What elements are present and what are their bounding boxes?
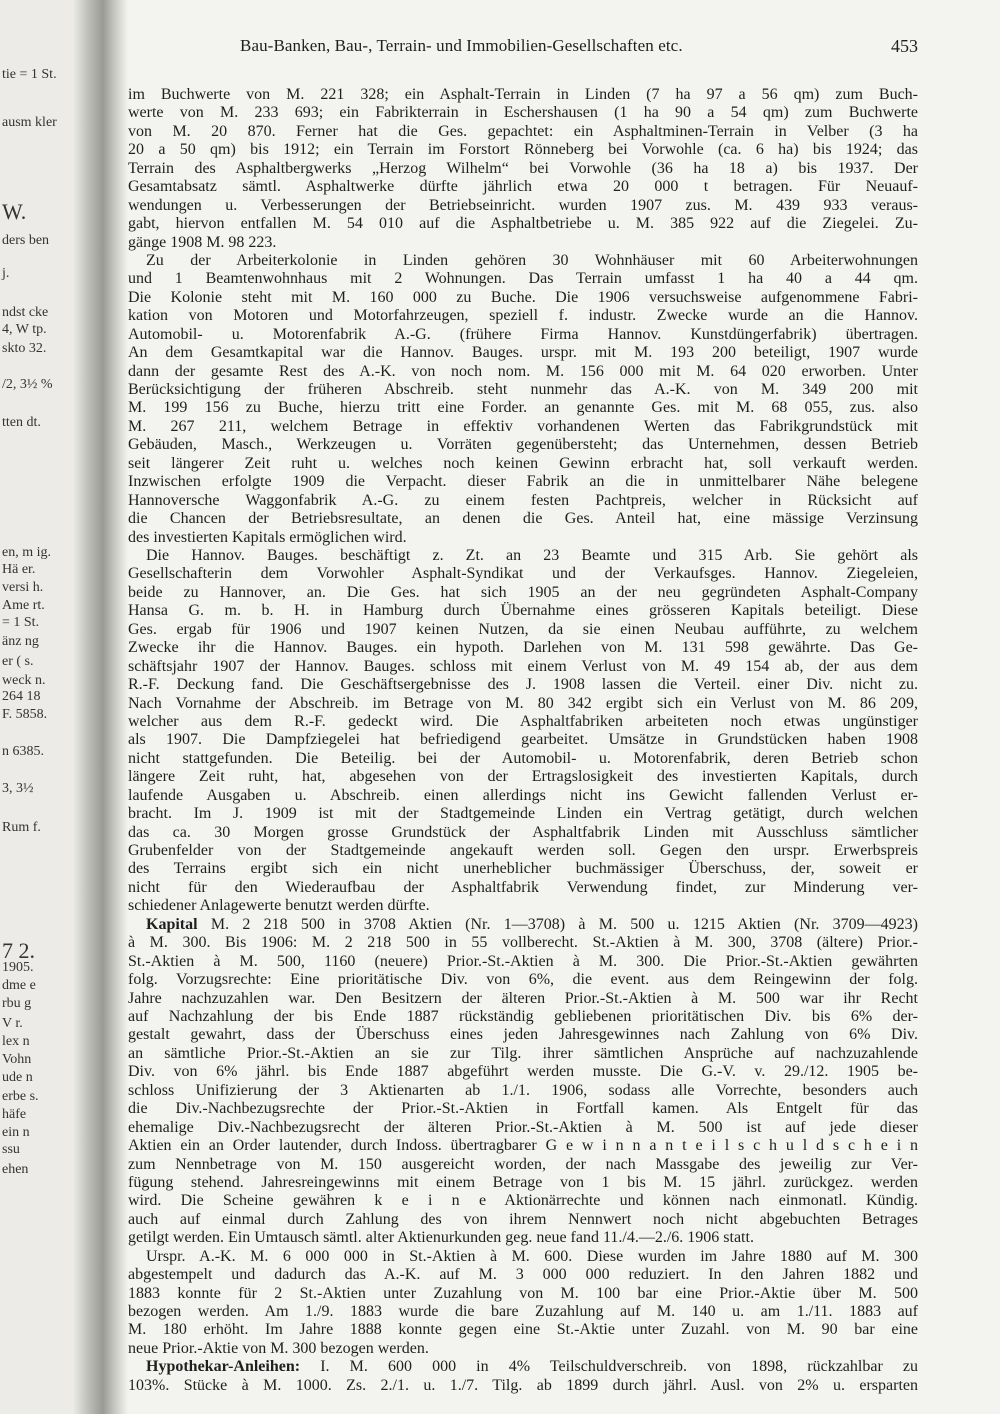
text-line [128, 1211, 918, 1229]
fragment-text: 7 2. [2, 938, 35, 963]
line-text: werte von M. 233 693; ein Fabrikterrain in Eschershausen (1 ha 90 a 54 qm) zum Buchwerte [128, 104, 918, 122]
text-line [128, 1192, 918, 1210]
fragment-text: n 6385. [2, 744, 44, 759]
line-text: R.-F. Deckung fand. Die Geschäftsergebnisse des J. 1908 lassen die Verteil. einer Div. nicht zu. [128, 676, 918, 694]
line-text: dann der gesamte Rest des A.-K. von noch nom. M. 156 000 mit M. 64 020 erworben. Unter [128, 362, 918, 380]
line-text: An dem Gesamtkapital war die Hannov. Bauges. urspr. mit M. 193 200 beteiligt, 1907 wurde [128, 344, 918, 362]
line-text: und 1 Beamtenwohnhaus mit 2 Wohnungen. Das Terrain umfasst 1 ha 40 a 44 qm. [128, 270, 918, 288]
text-line [128, 510, 918, 528]
text-line [128, 879, 918, 897]
fragment-text: Rum f. [2, 820, 41, 835]
text-line [128, 621, 918, 639]
text-line [128, 178, 918, 196]
fragment-text: ehen [2, 1162, 29, 1177]
page-number: 453 [891, 36, 918, 56]
text-line [128, 344, 918, 362]
line-text: als 1907. Die Dampfziegelei hat befriedigend gearbeitet. Umsätze in Grundstücken haben 1908 [128, 731, 918, 749]
line-text: auf Nachzahlung der bis Ende 1887 rückständig gebliebenen prioritätischen Div. bis 6% der- [128, 1008, 918, 1025]
line-text: längere Zeit ruht, hat, abgesehen von der Ertragslosigkeit des investierten Kapitals, durch [128, 768, 918, 786]
line-text: Gesellschafterin dem Vorwohler Asphalt-Syndikat und der Verkaufsges. Hannov. Ziegeleien, [128, 565, 918, 583]
fragment-text: ausm kler [2, 115, 57, 130]
line-text: I. M. 600 000 in 4% Teilschuldverschreib. von 1898, rückzahlbar zu [300, 1358, 918, 1376]
fragment-text: erbe s. [2, 1089, 39, 1104]
line-text: laufende Ausgaben u. Abschreib. einen allerdings nicht ins Gewicht fallenden Verlust er- [128, 786, 918, 804]
text-line [128, 381, 918, 399]
text-line [128, 418, 918, 436]
text-line [128, 473, 918, 491]
line-text: Nach Vornahme der Abschreib. im Betrage von M. 80 342 ergibt sich ein Verlust von M. 86 209, [128, 694, 918, 712]
line-text: schiedener Anlagewerte benutzt werden dürfte. [128, 897, 430, 915]
fragment-text: rbu g [2, 996, 32, 1011]
line-text: Gebäuden, Masch., Werkzeugen u. Vorräten gegenübersteht; das Unternehmen, dessen Betrieb [128, 436, 918, 454]
text-line [128, 492, 918, 510]
line-text: M. 267 211, welchem Betrage in effektiv vorhandenen Werten das Fabrikgrundstück mit [128, 417, 918, 435]
text-line [128, 1045, 918, 1063]
line-text: Zu der Arbeiterkolonie in Linden gehören 30 Wohnhäuser mit 60 Arbeiterwohnungen [146, 251, 918, 269]
text-line [128, 897, 918, 915]
text-line [128, 160, 918, 178]
text-line [128, 1321, 918, 1339]
text-line [128, 455, 918, 473]
line-text: Urspr. A.-K. M. 6 000 000 in St.-Aktien à M. 600. Diese wurden im Jahre 1880 auf M. 300 [146, 1247, 918, 1265]
text-line [128, 805, 918, 823]
text-line [128, 824, 918, 842]
text-line [128, 326, 918, 344]
line-text: bracht. Im J. 1909 ist mit der Stadtgemeinde Linden ein Vertrag getätigt, durch welchen [128, 805, 918, 823]
text-line [128, 713, 918, 731]
text-line [128, 953, 918, 971]
line-text: Ges. ergab für 1906 und 1907 keinen Nutzen, da sie einen Neubau aufführte, zu welchem [128, 620, 918, 638]
running-header [128, 36, 918, 60]
text-line [146, 916, 918, 934]
line-text: Inzwischen erfolgte 1909 die Verpacht. dieser Fabrik an die in unmittelbarer Nähe belegene [128, 473, 918, 491]
line-text: Aktien ein an Order lautender, durch Indoss. übertragbarer G e w i n n a n t e i l s c h u l d s c h e i n [128, 1137, 918, 1155]
fragment-text: en, m ig. [2, 545, 51, 560]
text-line [128, 1285, 918, 1303]
text-line [146, 252, 918, 270]
text-line [146, 547, 918, 565]
line-text: kation von Motoren und Motorfahrzeugen, speziell f. industr. Zwecke wurde an die Hannov. [128, 307, 918, 325]
fragment-text: dme e [2, 978, 36, 993]
line-text: des Terrains ergibt sich ein nicht unerheblicher buchmässiger Überschuss, der, soweit er [128, 860, 918, 878]
line-text: Hansa G. m. b. H. in Hamburg durch Übernahme eines grösseren Kapitals beteiligt. Diese [128, 602, 918, 620]
text-line [128, 215, 918, 233]
line-text: Jahre nachzuzahlen war. Den Besitzern der älteren Prior.-St.-Aktien à M. 500 war ihr Recht [128, 989, 918, 1007]
fragment-text: tten dt. [2, 415, 41, 430]
line-text: Grubenfelder von der Stadtgemeinde angekauft werden soll. Gegen den urspr. Erwerbspreis [128, 842, 918, 860]
line-text: wendungen u. Verbesserungen der Betriebseinricht. wurden 1907 zus. M. 439 933 veraus- [128, 196, 918, 214]
fragment-text: häfe [2, 1107, 27, 1122]
line-text: Berücksichtigung der früheren Abschreib. steht nunmehr das A.-K. von M. 349 200 mit [128, 381, 918, 399]
fragment-text: ein n [2, 1125, 30, 1140]
text-line [128, 1063, 918, 1081]
line-text: ehemalige Div.-Nachbezugsrecht der älteren Prior.-St.-Aktien à M. 500 ist auf jede dieser [128, 1118, 918, 1136]
text-line [128, 860, 918, 878]
line-text: die Div.-Nachbezugsrechte der Prior.-St.-Aktien in Fortfall kamen. Als Entgelt für das [128, 1100, 918, 1118]
running-title: Bau-Banken, Bau-, Terrain- und Immobilien-Gesellschaften etc. [240, 36, 683, 55]
line-text: von M. 20 870. Ferner hat die Ges. gepachtet: ein Asphaltminen-Terrain in Velber (3 ha [128, 122, 918, 140]
text-line [128, 1008, 918, 1026]
text-line [128, 123, 918, 141]
line-text: abgestempelt und dadurch das A.-K. auf M. 3 000 000 reduziert. In den Jahren 1882 und [128, 1266, 918, 1284]
line-text: nicht für den Wiederaufbau der Asphaltfabrik Verwendung findet, zur Minderung ver- [128, 878, 918, 896]
text-line [128, 750, 918, 768]
line-text: Zwecke ihr die Hannov. Bauges. ein hypoth. Darlehen von M. 131 598 gewährte. Das Ge- [128, 639, 918, 657]
line-text: Gesamtabsatz sämtl. Asphaltwerke dürfte jährlich etwa 20 000 t betragen. Für Neuauf- [128, 178, 918, 196]
line-text: 1883 konnte für 2 St.-Aktien unter Zuzahlung von M. 100 bar eine Prior.-Aktie über M. 500 [128, 1284, 918, 1302]
fragment-text: Hä er. [2, 562, 36, 577]
fragment-text: weck n. [2, 673, 46, 688]
fragment-text: F. 5858. [2, 707, 48, 722]
text-line [128, 1100, 918, 1118]
text-line [128, 602, 918, 620]
fragment-text: tie = 1 St. [2, 67, 57, 82]
fragment-text: Vohn [2, 1052, 32, 1067]
text-line [128, 197, 918, 215]
line-text: gabt, hiervon entfallen M. 54 010 auf die Asphaltbetriebe u. M. 385 922 auf die Ziegelei. Zu- [128, 215, 918, 233]
fragment-text: ders ben [2, 233, 50, 248]
line-text: M. 180 erhöht. Im Jahre 1888 konnte gegen eine St.-Aktie unter Zuzahl. von M. 90 bar eine [128, 1321, 918, 1339]
line-text: zum Nennbetrage von M. 150 ausgereicht worden, der nach Massgabe des jeweilig zur Ver- [128, 1155, 918, 1173]
line-text: gestalt gewahrt, dass der Überschuss eines jeden Jahresgewinnes nach Zahlung von 6% Div. [128, 1026, 918, 1044]
text-line [128, 676, 918, 694]
text-line [128, 1082, 918, 1100]
fragment-text: V r. [2, 1016, 23, 1031]
line-text: das ca. 30 Morgen grosse Grundstück der Asphaltfabrik Linden mit Ausschluss sämtlicher [128, 823, 918, 841]
line-text: fügung stehend. Jahresreingewinns mit einem Betrage von 1 bis M. 15 jährl. zurückgez. werden [128, 1173, 918, 1191]
text-line [128, 104, 918, 122]
fragment-text: änz ng [2, 634, 39, 649]
fragment-text: 1905. [2, 960, 34, 975]
line-text: Hannoversche Waggonfabrik A.-G. zu einem festen Pachtpreis, welcher in Rücksicht auf [128, 491, 918, 509]
line-text: nicht stattgefunden. Die Beteilig. bei der Automobil- u. Motorenfabrik, deren Betrieb schon [128, 749, 918, 767]
line-text: an sämtliche Prior.-St.-Aktien an sie zur Tilg. ihrer sämtlichen Ansprüche auf nachzuzahlende [128, 1044, 918, 1062]
fragment-text: ude n [2, 1070, 33, 1085]
line-text: schäftsjahr 1907 der Hannov. Bauges. schloss mit einem Verlust von M. 49 154 ab, der aus dem [128, 657, 918, 675]
line-text: die Chancen der Betriebsresultate, an denen die Ges. Anteil hat, eine mässige Verzinsung [128, 510, 918, 528]
text-line [128, 565, 918, 583]
text-line [128, 768, 918, 786]
text-line [128, 363, 918, 381]
text-line [128, 270, 918, 288]
text-line [128, 1377, 918, 1395]
text-line [128, 584, 918, 602]
line-text: 103%. Stücke à M. 1000. Zs. 2./1. u. 1./7. Tilg. ab 1899 durch jährl. Ausl. von 2% u. ersparten [128, 1376, 918, 1394]
fragment-text: ndst cke [2, 305, 49, 320]
text-line [128, 307, 918, 325]
line-text: St.-Aktien à M. 500, 1160 (neuere) Prior.-St.-Aktien à M. 300. Die Prior.-St.-Aktien gewährten [128, 952, 918, 970]
text-line [128, 1340, 918, 1358]
fragment-text: ssu [2, 1142, 20, 1157]
text-line [128, 1156, 918, 1174]
text-line [128, 1026, 918, 1044]
text-line [128, 399, 918, 417]
fragment-text: versi h. [2, 580, 44, 595]
fragment-text: W. [2, 199, 27, 224]
text-line [128, 842, 918, 860]
fragment-text: 3, 3½ [2, 781, 34, 796]
line-text: bezogen werden. Am 1./9. 1883 wurde die bare Zuzahlung auf M. 140 u. am 1./11. 1883 auf [128, 1303, 918, 1321]
line-text: Div. von 6% jährl. bis Ende 1887 abgeführt werden musste. Die G.-V. v. 29./12. 1905 be- [128, 1063, 918, 1081]
fragment-text: er ( s. [2, 654, 34, 669]
line-text: M. 2 218 500 in 3708 Aktien (Nr. 1—3708) à M. 500 u. 1215 Aktien (Nr. 3709—4923) [197, 915, 918, 933]
fragment-text: 264 18 [2, 689, 41, 704]
text-line [128, 695, 918, 713]
line-text: Die Hannov. Bauges. beschäftigt z. Zt. an 23 Beamte und 315 Arb. Sie gehört als [146, 547, 918, 564]
text-line [128, 289, 918, 307]
line-text: des investierten Kapitals ermöglichen wird. [128, 528, 407, 546]
text-line [128, 658, 918, 676]
line-text: gänge 1908 M. 98 223. [128, 233, 277, 251]
text-line [128, 1119, 918, 1137]
line-text: schloss Unifizierung der 3 Aktienarten ab 1./1. 1906, sodass alle Vorrechte, besonders auch [128, 1081, 918, 1099]
text-line [146, 1358, 918, 1376]
text-line [128, 934, 918, 952]
line-text: beide zu Hannover, an. Die Ges. hat sich 1905 an der neu gegründeten Asphalt-Company [128, 583, 918, 601]
text-line [128, 731, 918, 749]
line-text: Terrain des Asphaltbergwerks „Herzog Wilhelm“ bei Vorwohle (36 ha 18 a) bis 1937. Der [128, 159, 918, 177]
text-line [128, 639, 918, 657]
line-text: M. 199 156 zu Buche, hierzu tritt eine Forder. an genannte Ges. mit M. 68 055, zus. also [128, 399, 918, 417]
text-line [128, 529, 918, 547]
paragraph-lead: Kapital [146, 915, 198, 933]
text-line [128, 787, 918, 805]
line-text: welcher aus dem R.-F. gedeckt wird. Die Asphaltfabriken arbeiteten noch etwas ungünstiger [128, 712, 918, 730]
line-text: seit längerer Zeit ruht u. welches noch keinen Gewinn erbracht hat, soll verkauft werden. [128, 454, 918, 472]
line-text: à M. 300. Bis 1906: M. 2 218 500 in 55 vollberecht. St.-Aktien à M. 300, 3708 (ältere) Prior.- [128, 934, 918, 952]
paragraph-lead: Hypothekar-Anleihen: [146, 1358, 301, 1376]
text-line [128, 1303, 918, 1321]
line-text: getilgt werden. Ein Umtausch sämtl. alter Aktienurkunden geg. neue fand 11./4.—2./6. 1906 statt. [128, 1229, 754, 1247]
text-line [128, 1229, 918, 1247]
text-line [128, 971, 918, 989]
fragment-text: = 1 St. [2, 615, 40, 630]
fragment-text: Ame rt. [2, 598, 45, 613]
text-line [128, 1174, 918, 1192]
line-text: Die Kolonie steht mit M. 160 000 zu Buche. Die 1906 versuchsweise aufgenommene Fabri- [128, 288, 918, 306]
binding-shadow [72, 0, 128, 1414]
line-text: folg. Vorzugsrechte: Eine prioritätische Div. von 6%, die event. aus dem Reingewinn der folg. [128, 971, 918, 989]
text-line [128, 990, 918, 1008]
fragment-text: /2, 3½ % [2, 377, 53, 392]
fragment-text: 4, W tp. [2, 322, 47, 337]
text-line [128, 86, 918, 104]
line-text: wird. Die Scheine gewähren k e i n e Aktionärrechte und können nach einmonatl. Kündig. [128, 1192, 918, 1210]
text-line [128, 141, 918, 159]
fragment-text: lex n [2, 1034, 30, 1049]
line-text: auch auf einmal durch Zahlung des von ihrem Nennwert noch nicht abgebuchten Betrages [128, 1210, 918, 1228]
text-line [128, 1137, 918, 1155]
line-text: 20 a 50 qm) bis 1912; ein Terrain im Forstort Rönneberg bei Vorwohle (ca. 6 ha) bis 1924; das [128, 141, 918, 159]
line-text: Automobil- u. Motorenfabrik A.-G. (frühere Firma Hannov. Kunstdüngerfabrik) übertragen. [128, 325, 918, 343]
text-line [128, 1266, 918, 1284]
text-line [128, 436, 918, 454]
line-text: im Buchwerte von M. 221 328; ein Asphalt-Terrain in Linden (7 ha 97 a 56 qm) zum Buch- [128, 86, 918, 103]
text-line [146, 1248, 918, 1266]
text-line [128, 234, 918, 252]
line-text: neue Prior.-Aktie von M. 300 bezogen werden. [128, 1339, 429, 1357]
fragment-text: skto 32. [2, 341, 47, 356]
fragment-text: j. [2, 266, 10, 281]
